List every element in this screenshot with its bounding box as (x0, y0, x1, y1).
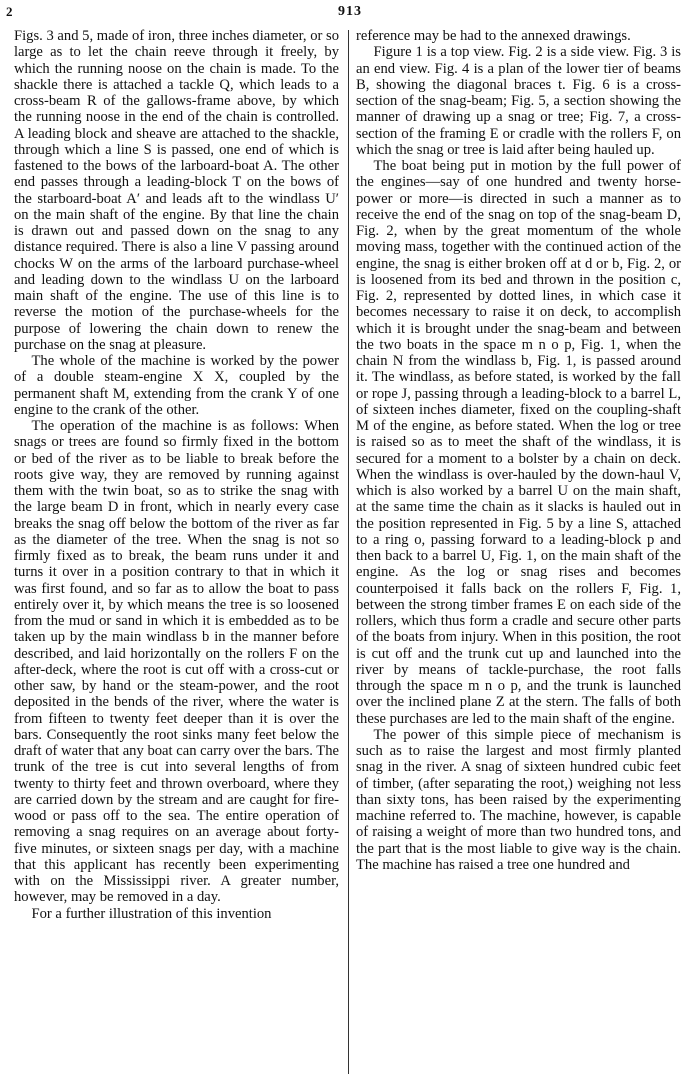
column-divider (348, 30, 349, 1074)
text-columns (14, 28, 686, 1078)
page-side-number: 2 (6, 4, 13, 19)
page-number: 913 (338, 4, 362, 19)
paragraph: Figure 1 is a top view. Fig. 2 is a side view. Fig. 3 is an end view. Fig. 4 is a plan of the lower tier of beams B, showing the diagonal braces t. Fig. 6 is a cross-section of the snag-beam; Fig. 5, a section showing the manner of drawing up a snag or tree; Fig. 7, a cross-section of the framing E or cradle with the rollers F, on which the snag or tree is laid after being hauled up. (356, 44, 681, 158)
paragraph: Figs. 3 and 5, made of iron, three inches diameter, or so large as to let the chain reeve through it freely, by which the running noose on the chain is made. To the shackle there is attached a tackle Q, which leads to a cross-beam R of the gallows-frame above, by which the running noose in the end of the chain is controlled. A leading block and sheave are attached to the shackle, through which a line S is passed, one end of which is fastened to the bows of the larboard-boat A. The other end passes through a leading-block T on the bows of the starboard-boat A′ and leads aft to the windlass U′ on the main shaft of the engine. By that line the chain is drawn out and passed down on the snag to any distance required. There is also a line V passing around chocks W on the arms of the larboard purchase-wheel and leading down to the windlass U on the larboard main shaft of the engine. The use of this line is to reverse the motion of the purchase-wheels for the purpose of lowering the chain down to renew the purchase on the snag at pleasure. (14, 28, 339, 353)
paragraph: The operation of the machine is as follows: When snags or trees are found so firmly fixed in the bottom or bed of the river as to be liable to break before the roots give way, they are removed by running against them with the twin boat, so as to strike the snag with the large beam D in front, which in nearly every case breaks the snag off below the bottom of the river as far as the diameter of the tree. When the snag is not so firmly fixed as to break, the beam runs under it and turns it over in a position contrary to that in which it was first found, and so far as to allow the boat to pass entirely over it, by which means the tree is so loosened from the mud or sand in which it is embedded as to be taken up by the main windlass b in the manner before described, and laid horizontally on the rollers F on the after-deck, where the root is cut off with a cross-cut or other saw, by hand or the steam-power, and the root deposited in the bends of the river, where the water is from fifteen to twenty feet deeper than it is over the bars. Consequently the root sinks many feet below the draft of water that any boat can carry over the bars. The trunk of the tree is cut into several lengths of from twenty to thirty feet and thrown overboard, where they are carried down by the stream and are caught for fire-wood or pass off to the sea. The entire operation of removing a snag requires on an average about forty-five minutes, or sixteen snags per day, with a machine that this applicant has recently been experimenting with on the Mississippi river. A greater number, however, may be removed in a day. (14, 418, 339, 906)
paragraph: The power of this simple piece of mechanism is such as to raise the largest and most firmly planted snag in the river. A snag of sixteen hundred cubic feet of timber, (after separating the root,) weighing not less than sixty tons, has been raised by the experimenting machine referred to. The machine, however, is capable of raising a weight of more than two hundred tons, and the part that is the most liable to give way is the chain. The machine has raised a tree one hundred and (356, 726, 681, 873)
paragraph: reference may be had to the annexed drawings. (356, 28, 631, 44)
paragraph: The boat being put in motion by the full power of the engines—say of one hundred and twenty horse-power or more—is directed in such a manner as to receive the end of the snag on top of the snag-beam D, Fig. 2, when by the great momentum of the whole moving mass, together with the continued action of the engine, the snag is either broken off at d or b, Fig. 2, or is loosened from its bed and thrown in the position c, Fig. 2, represented by dotted lines, in which case it becomes necessary to raise it on deck, to accomplish which it is brought under the snag-beam and between the two boats in the space m n o p, Fig. 1, when the chain N from the windlass b, Fig. 1, is passed around it. The windlass, as before stated, is worked by the fall or rope J, passing through a leading-block to a barrel L, of sixteen inches diameter, fixed on the coupling-shaft M of the engine, as before stated. When the log or tree is raised so as to meet the shaft of the windlass, it is secured for a moment to a bolster by a chain on deck. When the windlass is over-hauled by the down-haul V, which is also worked by a barrel U on the main shaft, at the same time the chain as it slacks is hauled out in the position represented in Fig. 5 by a line S, attached to a ring o, passing forward to a leading-block p and then back to a barrel U, Fig. 1, on the main shaft of the engine. As the log or snag rises and becomes counterpoised it falls back on the rollers F, Fig. 1, between the strong timber frames E on each side of the rollers, which thus form a cradle and secure other parts of the boats from injury. When in this position, the root is cut off and the trunk cut up and launched into the river by means of tackle-purchase, the root falls through the space m n o p, and the trunk is launched over the inclined plane Z at the stern. The falls of both these purchases are led to the main shaft of the engine. (356, 158, 681, 727)
paragraph: The whole of the machine is worked by the power of a double steam-engine X X, coupled by the permanent shaft M, extending from the crank Y of one engine to the crank of the other. (14, 353, 339, 418)
page-header (6, 4, 694, 20)
paragraph: For a further illustration of this invention (31, 905, 272, 922)
right-column (356, 28, 681, 873)
left-column (14, 28, 339, 922)
